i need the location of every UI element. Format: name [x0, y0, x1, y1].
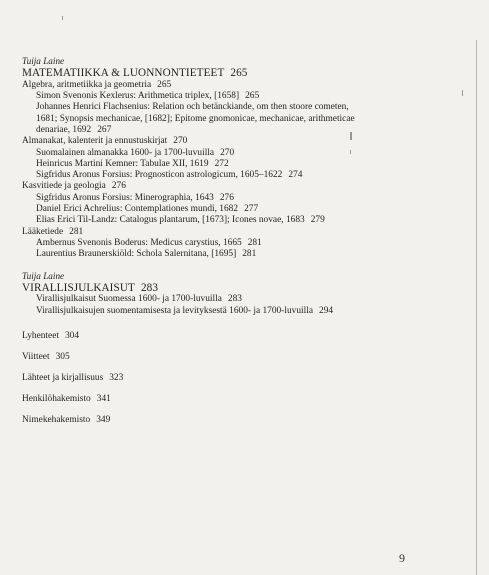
toc-entry: Daniel Erici Achrelius: Contemplationes mundi, 1682 277	[36, 204, 259, 215]
section-title: MATEMATIIKKA & LUONNONTIETEET	[22, 67, 225, 80]
toc-entry: Virallisjulkaisujen suomentamisesta ja levityksestä 1600- ja 1700-luvuilla 294	[36, 305, 334, 316]
toc-entry: Heinricus Martini Kemner: Tabulae XII, 1619 272	[36, 158, 229, 169]
section-heading	[22, 282, 470, 295]
section-author: Tuija Laine	[22, 270, 65, 281]
back-matter-item: Nimekehakemisto 349	[22, 414, 111, 425]
group-heading: Algebra, aritmetiikka ja geometria 265	[22, 79, 172, 90]
section-author: Tuija Laine	[22, 56, 65, 66]
group-heading: Almanakat, kalenterit ja ennustuskirjat 270	[22, 136, 188, 147]
toc-entry: Elias Erici Til-Landz: Catalogus plantarum, [1673]; Icones novae, 1683 279	[36, 215, 325, 226]
toc-entry: Sigfridus Aronus Forsius: Minerographia, 1643 276	[36, 192, 234, 203]
section-heading	[22, 67, 470, 80]
toc-group	[22, 136, 470, 181]
group-heading: Kasvitiede ja geologia 276	[22, 181, 126, 192]
toc-entry: Ambernus Svenonis Boderus: Medicus carystius, 1665 281	[36, 237, 262, 248]
page-edge-line	[476, 40, 477, 575]
toc-entry: Johannes Henrici Flachsenius: Relation och betänckiande, om then stoore cometen,	[36, 102, 349, 113]
toc-group	[22, 227, 470, 261]
toc-entry: Simon Svenonis Kexlerus: Arithmetica triplex, [1658] 265	[36, 91, 260, 102]
back-matter-item: Lyhenteet 304	[22, 330, 80, 341]
toc-entry: Virallisjulkaisut Suomessa 1600- ja 1700-luvuilla 283	[36, 294, 242, 305]
back-matter-item: Viitteet 305	[22, 351, 70, 362]
toc-group	[22, 181, 470, 226]
toc-entry: Laurentius Braunerskiöld: Schola Salernitana, [1695] 281	[36, 249, 257, 260]
toc-entry-continuation: denariae, 1692 267	[36, 124, 112, 135]
toc-entry: Sigfridus Aronus Forsius: Prognosticon astrologicum, 1605–1622 274	[36, 170, 303, 181]
toc-entry-continuation: 1681; Synopsis mechanicae, [1682]; Epitome gnomonicae, mechanicae, arithmeticae	[36, 113, 355, 124]
section-page: 265	[230, 67, 248, 80]
page-number: 9	[399, 551, 405, 565]
toc-group	[22, 80, 470, 136]
section-title: VIRALLISJULKAISUT	[22, 281, 135, 294]
back-matter-item: Lähteet ja kirjallisuus 323	[22, 372, 124, 383]
back-matter-item: Henkilöhakemisto 341	[22, 393, 111, 404]
toc-entry: Suomalainen almanakka 1600- ja 1700-luvuilla 270	[36, 147, 235, 158]
table-of-contents	[22, 56, 470, 434]
group-heading: Lääketiede 281	[22, 226, 84, 237]
scan-speck	[62, 16, 63, 20]
section-page: 283	[140, 281, 159, 294]
